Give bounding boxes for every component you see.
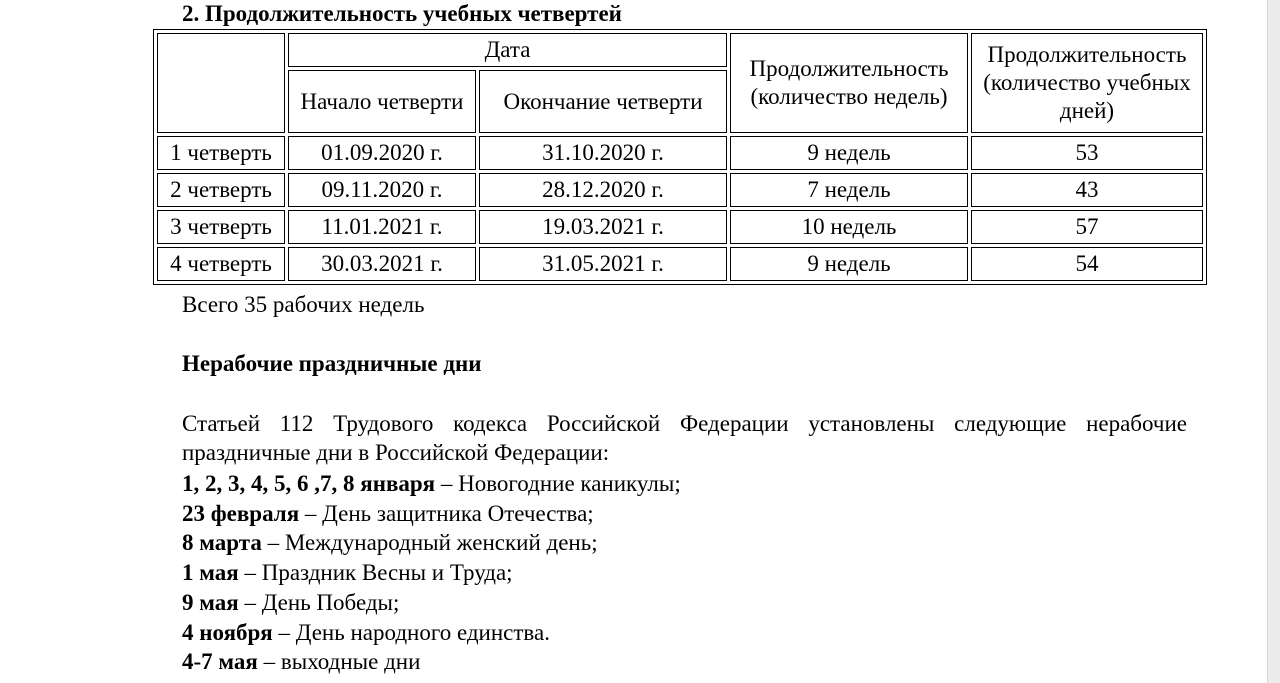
holiday-text: – выходные дни xyxy=(257,649,421,675)
section-title: 2. Продолжительность учебных четвертей xyxy=(182,1,622,26)
list-item xyxy=(182,499,681,529)
quarter-cell: 3 четверть xyxy=(157,210,285,244)
holiday-text: – День защитника Отечества; xyxy=(299,500,594,526)
table-row xyxy=(157,136,1203,170)
days-cell: 53 xyxy=(971,136,1203,170)
weeks-cell: 7 недель xyxy=(730,173,968,207)
table-row xyxy=(157,247,1203,281)
holidays-title: Нерабочие праздничные дни xyxy=(182,351,482,376)
holiday-text: – Новогодние каникулы; xyxy=(435,471,681,496)
header-start: Начало четверти xyxy=(288,70,476,133)
table-row xyxy=(157,210,1203,244)
quarter-cell: 4 четверть xyxy=(157,247,285,281)
end-cell: 31.05.2021 г. xyxy=(479,247,727,281)
quarter-cell: 1 четверть xyxy=(157,136,285,170)
weeks-cell: 9 недель xyxy=(730,247,968,281)
end-cell: 28.12.2020 г. xyxy=(479,173,727,207)
holidays-intro: Статьей 112 Трудового кодекса Российской Федерации установлены следующие нерабочие праздничные дни в Российской Федерации: xyxy=(182,411,1187,465)
quarter-cell: 2 четверть xyxy=(157,173,285,207)
quarters-table xyxy=(153,29,1207,285)
start-cell: 09.11.2020 г. xyxy=(288,173,476,207)
holiday-date: 8 марта xyxy=(182,530,262,556)
holiday-text: – Международный женский день; xyxy=(261,530,598,556)
holiday-date: 4 ноября xyxy=(182,619,273,645)
list-item xyxy=(182,618,681,648)
start-cell: 30.03.2021 г. xyxy=(288,247,476,281)
holiday-date: 9 мая xyxy=(182,589,239,615)
right-scroll-edge xyxy=(1267,0,1280,683)
header-empty-cell xyxy=(157,33,285,133)
end-cell: 31.10.2020 г. xyxy=(479,136,727,170)
list-item xyxy=(182,647,681,677)
holiday-date: 23 февраля xyxy=(182,500,300,526)
header-days: Продолжительность (количество учебных дней) xyxy=(971,33,1203,133)
list-item xyxy=(182,588,681,618)
weeks-cell: 9 недель xyxy=(730,136,968,170)
end-cell: 19.03.2021 г. xyxy=(479,210,727,244)
holiday-date: 1, 2, 3, 4, 5, 6 ,7, 8 января xyxy=(182,471,436,496)
days-cell: 54 xyxy=(971,247,1203,281)
days-cell: 43 xyxy=(971,173,1203,207)
start-cell: 01.09.2020 г. xyxy=(288,136,476,170)
header-end: Окончание четверти xyxy=(479,70,727,133)
holiday-text: – Праздник Весны и Труда; xyxy=(238,560,513,586)
holiday-text: – День народного единства. xyxy=(272,619,550,645)
header-weeks: Продолжительность (количество недель) xyxy=(730,33,968,133)
holiday-date: 4-7 мая xyxy=(182,649,258,675)
list-item xyxy=(182,558,681,588)
start-cell: 11.01.2021 г. xyxy=(288,210,476,244)
holiday-date: 1 мая xyxy=(182,560,239,586)
weeks-cell: 10 недель xyxy=(730,210,968,244)
table-row xyxy=(157,173,1203,207)
holiday-text: – День Победы; xyxy=(238,589,400,615)
header-date: Дата xyxy=(288,33,727,67)
list-item xyxy=(182,528,681,558)
list-item xyxy=(182,469,681,499)
days-cell: 57 xyxy=(971,210,1203,244)
total-weeks-line: Всего 35 рабочих недель xyxy=(182,292,425,317)
holiday-list xyxy=(182,469,681,677)
quarters-table-wrap xyxy=(153,29,1207,285)
